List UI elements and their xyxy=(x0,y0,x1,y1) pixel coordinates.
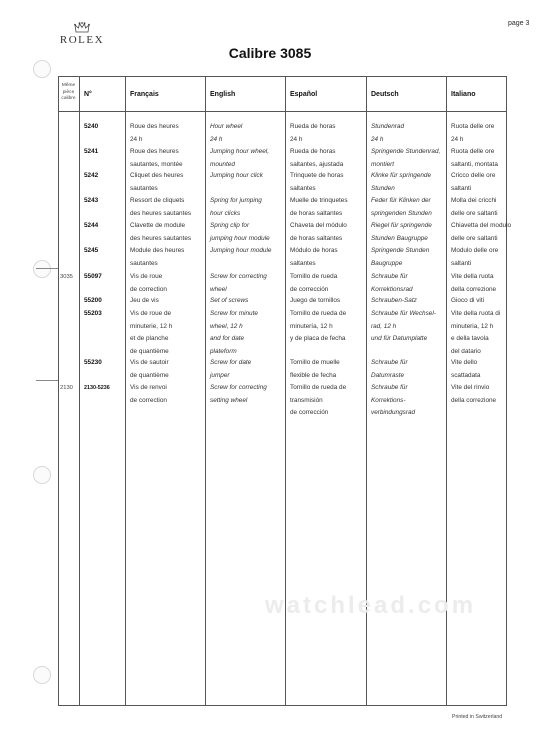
header-meme-piece: Même pièce calibre xyxy=(61,83,76,101)
spanish-desc: Tornillo de rueda de xyxy=(290,310,347,317)
english-desc: wheel xyxy=(210,285,227,293)
german-desc: Feder für Klinken der xyxy=(371,197,431,204)
english-desc: Screw for correcting xyxy=(210,384,267,391)
french-desc: minuterie, 12 h xyxy=(130,322,173,330)
spanish-desc: saltantes xyxy=(290,184,316,192)
german-desc: Schraube für Wechsel- xyxy=(371,310,436,317)
german-desc: Datumraste xyxy=(371,371,405,379)
french-desc: Clavette de module xyxy=(130,222,186,229)
spanish-desc: de horas saltantes xyxy=(290,209,343,217)
german-desc: rad, 12 h xyxy=(371,322,397,330)
english-desc: Screw for minute xyxy=(210,310,258,317)
german-desc: Korrektions- xyxy=(371,396,406,404)
binder-hole xyxy=(33,60,51,78)
english-desc: hour clicks xyxy=(210,209,241,217)
part-number: 55097 xyxy=(84,273,102,280)
french-desc: Vis de sautoir xyxy=(130,359,169,366)
italian-desc: Gioco di viti xyxy=(451,297,485,304)
spanish-desc: Rueda de horas xyxy=(290,123,336,130)
german-desc: Schraube für xyxy=(371,384,408,391)
spanish-desc: Rueda de horas xyxy=(290,148,336,155)
ref-cell: 2130 xyxy=(60,385,73,391)
french-desc: Roue des heures xyxy=(130,148,179,155)
italian-desc: Molla dei cricchi xyxy=(451,197,497,204)
italian-desc: scattadata xyxy=(451,371,481,379)
german-desc: Korrektionsrad xyxy=(371,285,413,293)
italian-desc: Ruota delle ore xyxy=(451,123,495,130)
binder-hole xyxy=(33,666,51,684)
spanish-desc: Juego de tornillos xyxy=(290,297,341,304)
header-divider xyxy=(58,111,507,112)
french-desc: Cliquet des heures xyxy=(130,172,184,179)
italian-desc: Ruota delle ore xyxy=(451,148,495,155)
french-desc: Vis de roue de xyxy=(130,310,172,317)
french-desc: de quantième xyxy=(130,347,169,355)
italian-desc: delle ore saltanti xyxy=(451,234,498,242)
part-number: 5245 xyxy=(84,247,99,254)
part-number: 2130-5236 xyxy=(84,385,110,391)
crown-icon xyxy=(74,22,90,34)
margin-tick xyxy=(36,380,58,381)
header-italian: Italiano xyxy=(451,91,476,98)
spanish-desc: saltantes xyxy=(290,259,316,267)
french-desc: Ressort de cliquets xyxy=(130,197,185,204)
french-desc: 24 h xyxy=(130,135,143,143)
part-number: 55200 xyxy=(84,297,102,304)
french-desc: sautantes xyxy=(130,259,158,267)
col-divider xyxy=(79,76,80,706)
spanish-desc: y de placa de fecha xyxy=(290,335,346,342)
german-desc: montiert xyxy=(371,160,395,168)
col-divider xyxy=(125,76,126,706)
header-german: Deutsch xyxy=(371,91,399,98)
part-number: 55203 xyxy=(84,310,102,317)
french-desc: Roue des heures xyxy=(130,123,179,130)
french-desc: sautantes, montée xyxy=(130,160,183,168)
italian-desc: Vite dello xyxy=(451,359,478,366)
english-desc: wheel, 12 h xyxy=(210,322,243,330)
part-number: 55230 xyxy=(84,359,102,366)
header-french: Français xyxy=(130,91,159,98)
header-spanish: Español xyxy=(290,91,318,98)
brand-wordmark: ROLEX xyxy=(59,34,105,46)
english-desc: Screw for date xyxy=(210,359,252,366)
spanish-desc: Trinquete de horas xyxy=(290,172,344,179)
english-desc: jumper xyxy=(210,371,230,379)
part-number: 5244 xyxy=(84,222,99,229)
german-desc: 24 h xyxy=(371,135,384,143)
binder-hole xyxy=(33,466,51,484)
german-desc: Springende Stunden xyxy=(371,247,430,254)
italian-desc: e della tavola xyxy=(451,335,489,342)
italian-desc: Vite della ruota di xyxy=(451,310,501,317)
italian-desc: saltanti xyxy=(451,259,472,267)
spanish-desc: Chaveta del módulo xyxy=(290,222,347,229)
spanish-desc: Tornillo de rueda xyxy=(290,273,338,280)
french-desc: de quantième xyxy=(130,371,169,379)
french-desc: sautantes xyxy=(130,184,158,192)
spanish-desc: de horas saltantes xyxy=(290,234,343,242)
english-desc: jumping hour module xyxy=(210,234,270,242)
english-desc: Hour wheel xyxy=(210,123,243,130)
english-desc: Screw for correcting xyxy=(210,273,267,280)
spanish-desc: minutería, 12 h xyxy=(290,322,333,330)
german-desc: verbindungsrad xyxy=(371,409,416,416)
english-desc: and for date xyxy=(210,335,245,342)
ref-cell: 3035 xyxy=(60,274,73,280)
french-desc: Vis de roue xyxy=(130,273,163,280)
german-desc: Baugruppe xyxy=(371,259,403,267)
part-number: 5241 xyxy=(84,148,99,155)
english-desc: 24 h xyxy=(210,135,223,143)
french-desc: des heures sautantes xyxy=(130,234,192,242)
italian-desc: 24 h xyxy=(451,135,464,143)
italian-desc: della correzione xyxy=(451,285,497,293)
german-desc: Schrauben-Satz xyxy=(371,297,417,304)
english-desc: plateform xyxy=(210,347,237,355)
italian-desc: Modulo delle ore xyxy=(451,247,499,254)
italian-desc: saltanti, montata xyxy=(451,160,498,168)
german-desc: Stundenrad xyxy=(371,123,405,130)
english-desc: Set of screws xyxy=(210,297,249,304)
part-number: 5240 xyxy=(84,123,99,130)
spanish-desc: flexible de fecha xyxy=(290,371,337,379)
watermark: watchlead.com xyxy=(265,592,477,619)
italian-desc: Chiavetta del modulo xyxy=(451,222,512,229)
italian-desc: Cricco delle ore xyxy=(451,172,496,179)
german-desc: und für Datumplatte xyxy=(371,335,428,342)
italian-desc: Vite del rinvio xyxy=(451,384,490,391)
german-desc: springenden Stunden xyxy=(371,209,432,217)
header-number: N° xyxy=(84,91,92,98)
spanish-desc: saltantes, ajustada xyxy=(290,160,344,168)
page-number: page 3 xyxy=(508,20,530,27)
spanish-desc: de corrección xyxy=(290,409,329,416)
spanish-desc: 24 h xyxy=(290,135,303,143)
spanish-desc: Tornillo de muelle xyxy=(290,359,340,366)
italian-desc: minuteria, 12 h xyxy=(451,322,494,330)
french-desc: Module des heures xyxy=(130,247,185,254)
english-desc: mounted xyxy=(210,160,235,168)
italian-desc: delle ore saltanti xyxy=(451,209,498,217)
english-desc: Spring for jumping xyxy=(210,197,262,204)
english-desc: Spring clip for xyxy=(210,222,250,229)
part-number: 5243 xyxy=(84,197,99,204)
binder-hole xyxy=(33,260,51,278)
french-desc: de correction xyxy=(130,396,167,404)
header-english: English xyxy=(210,91,236,98)
spanish-desc: Muelle de trinquetes xyxy=(290,197,348,204)
german-desc: Stunden Baugruppe xyxy=(371,234,428,242)
french-desc: des heures sautantes xyxy=(130,209,192,217)
english-desc: Jumping hour wheel, xyxy=(210,148,269,155)
french-desc: et de planche xyxy=(130,335,169,342)
spanish-desc: de corrección xyxy=(290,285,329,293)
french-desc: de correction xyxy=(130,285,167,293)
italian-desc: saltanti xyxy=(451,184,472,192)
spanish-desc: Módulo de horas xyxy=(290,247,338,254)
english-desc: Jumping hour click xyxy=(210,172,263,179)
german-desc: Riegel für springende xyxy=(371,222,432,229)
german-desc: Schraube für xyxy=(371,273,408,280)
footer-note: Printed in Switzerland xyxy=(452,714,503,720)
italian-desc: della correzione xyxy=(451,396,497,404)
german-desc: Stunden xyxy=(371,184,395,192)
italian-desc: del datario xyxy=(451,347,481,355)
german-desc: Schraube für xyxy=(371,359,408,366)
english-desc: Jumping hour module xyxy=(210,247,272,254)
rolex-logo xyxy=(50,22,114,46)
part-number: 5242 xyxy=(84,172,99,179)
german-desc: Klinke für springende xyxy=(371,172,432,179)
italian-desc: Vite della ruota xyxy=(451,273,494,280)
english-desc: setting wheel xyxy=(210,396,248,404)
german-desc: Springende Stundenrad, xyxy=(371,148,441,155)
spanish-desc: transmisión xyxy=(290,396,323,404)
margin-tick xyxy=(36,268,58,269)
page-title: Calibre 3085 xyxy=(228,45,312,61)
french-desc: Jeu de vis xyxy=(130,297,159,304)
french-desc: Vis de renvoi xyxy=(130,384,167,391)
col-divider xyxy=(205,76,206,706)
spanish-desc: Tornillo de rueda de xyxy=(290,384,347,391)
